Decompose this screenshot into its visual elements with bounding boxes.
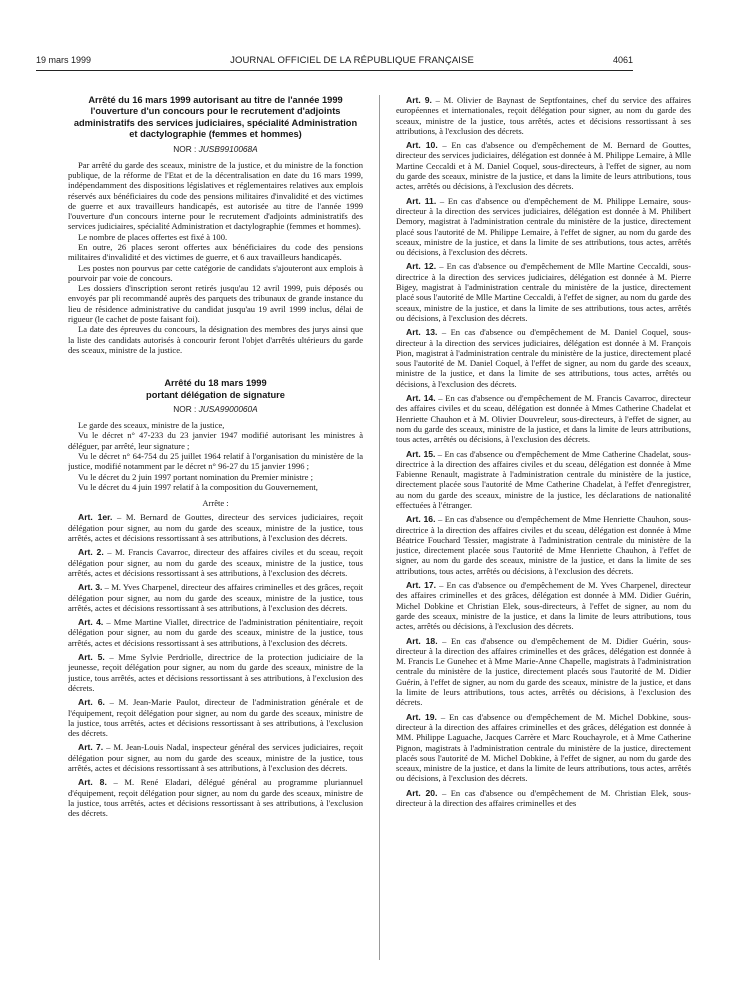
article-label: Art. 1er.: [78, 512, 113, 523]
article: Art. 12. – En cas d'absence ou d'empêchement de Mlle Martine Ceccaldi, sous-directrice à la direction des services judiciaires, délégation est donnée à M. Pierre Bigey, magistrat à l'administration centrale du ministère de la justice, directement placé sous l'autorité de Mlle Martine Ceccaldi, à l'effet de signer, au nom du garde des sceaux, ministre de la justice, et dans la limite de ses attributions, tous actes, arrêtés ou décisions, à l'exclusion des décrets.: [396, 261, 691, 323]
nor-code: JUSB9910068A: [198, 143, 258, 154]
article-text: M. Jean-Marie Paulot, directeur de l'administration générale et de l'équipement, reçoit délégation pour signer, au nom du garde des sceaux, ministre de la justice, tous arrêtés, actes et décisions ressortissant à ses attributions, à l'exclusion des décrets.: [68, 697, 363, 739]
decree-2-title: [70, 378, 361, 401]
article-label: Art. 20.: [406, 787, 438, 798]
article-text: M. Yves Charpenel, directeur des affaires criminelles et des grâces, reçoit délégation pour signer, au nom du garde des sceaux, ministre de la justice, tous arrêtés, actes et décisions ressortissant à ses attributions, à l'exclusion des décrets.: [68, 582, 363, 613]
page-number: 4061: [612, 55, 633, 65]
article: Art. 2. – M. Francis Cavarroc, directeur des affaires civiles et du sceau, reçoit délégation pour signer, au nom du garde des sceaux, ministre de la justice, tous arrêtés, actes et décisions ressortissant à ses attributions, à l'exclusion des décrets.: [68, 547, 363, 578]
article-text: En cas d'absence ou d'empêchement de M. Michel Dobkine, sous-directeur à la direction des affaires criminelles et des grâces, délégation est donnée à MM. Philippe Laguache, Jacques Carrère et Marc Rouchayrole, et à Mme Catherine Pignon, magistrats à l'administration centrale du ministère de la justice, directement placés sous l'autorité de M. Michel Dobkine, à l'effet de signer, au nom du garde des sceaux, ministre de la justice, et dans la limite de leurs attributions, tous actes, arrêtés ou décisions, à l'exclusion des décrets.: [396, 711, 691, 784]
article: Art. 19. – En cas d'absence ou d'empêchement de M. Michel Dobkine, sous-directeur à la direction des affaires criminelles et des grâces, délégation est donnée à MM. Philippe Laguache, Jacques Carrère et Marc Rouchayrole, et à Mme Catherine Pignon, magistrats à l'administration centrale du ministère de la justice, directement placés sous l'autorité de M. Michel Dobkine, à l'effet de signer, au nom du garde des sceaux, ministre de la justice, et dans la limite de leurs attributions, tous actes, arrêtés ou décisions, à l'exclusion des décrets.: [396, 711, 691, 784]
article: Art. 1er. – M. Bernard de Gouttes, directeur des services judiciaires, reçoit délégation pour signer, au nom du garde des sceaux, ministre de la justice, tous arrêtés, actes et décisions ressortissant à ses attributions, à l'exclusion des décrets.: [68, 512, 363, 544]
article: Art. 16. – En cas d'absence ou d'empêchement de Mme Henriette Chauhon, sous-directrice à la direction des affaires civiles et du sceau, délégation est donnée à Mme Béatrice Fouchard Tessier, magistrate à l'administration centrale du ministère de la justice, directement placée sous l'autorité de Mme Henriette Chauhon, à l'effet de signer, au nom du garde des sceaux, ministre de la justice, et dans la limite de ses attributions, tous actes, arrêtés ou décisions, à l'exclusion des décrets.: [396, 514, 691, 576]
article-text: En cas d'absence ou d'empêchement de M. Bernard de Gouttes, directeur des services judiciaires, délégation est donnée à M. Philippe Lemaire, à Mlle Martine Ceccaldi et à M. Daniel Coquel, sous-directeurs, à l'effet de signer, au nom du garde des sceaux, ministre de la justice, et dans la limite de leurs attributions, tous actes, arrêtés ou décisions, à l'exclusion des décrets.: [396, 140, 691, 192]
article-label: Art. 12.: [406, 261, 437, 272]
decree-1-paragraph: Le nombre de places offertes est fixé à 100.: [78, 231, 228, 242]
decree-2-title-line: Arrêté du 18 mars 1999: [164, 378, 267, 389]
journal-title: JOURNAL OFFICIEL DE LA RÉPUBLIQUE FRANÇAISE: [230, 54, 474, 66]
nor-label: NOR :: [173, 404, 197, 415]
article-label: Art. 15.: [406, 448, 436, 459]
article-text: En cas d'absence ou d'empêchement de Mlle Martine Ceccaldi, sous-directrice à la direction des services judiciaires, délégation est donnée à M. Pierre Bigey, magistrat à l'administration centrale du ministère de la justice, directement placé sous l'autorité de Mlle Martine Ceccaldi, à l'effet de signer, au nom du garde des sceaux, ministre de la justice, et dans la limite de ses attributions, tous actes, arrêtés ou décisions, à l'exclusion des décrets.: [396, 261, 691, 323]
article: Art. 6. – M. Jean-Marie Paulot, directeur de l'administration générale et de l'équipement, reçoit délégation pour signer, au nom du garde des sceaux, ministre de la justice, tous arrêtés, actes et décisions ressortissant à ses attributions, à l'exclusion des décrets.: [68, 697, 363, 739]
article-text: En cas d'absence ou d'empêchement de M. Francis Cavarroc, directeur des affaires civiles et du sceau, délégation est donnée à Mmes Catherine Chadelat et Henriette Chauhon et à M. Olivier Douvreleur, sous-directeurs, à l'effet de signer, au nom du garde des sceaux, ministre de la justice, et dans la limite de leurs attributions, tous actes, arrêtés ou décisions, à l'exclusion des décrets.: [396, 393, 691, 445]
nor-label: NOR :: [173, 143, 197, 154]
article: Art. 20. – En cas d'absence ou d'empêchement de M. Christian Elek, sous-directeur à la direction des affaires criminelles et des: [396, 787, 691, 808]
visa: Vu le décret du 2 juin 1997 portant nomination du Premier ministre ;: [78, 471, 313, 482]
article-label: Art. 4.: [78, 617, 104, 628]
article-text: En cas d'absence ou d'empêchement de M. Philippe Lemaire, sous-directeur à la direction des services judiciaires, délégation est donnée à M. Philibert Demory, magistrat à l'administration centrale du ministère de la justice, directement placé sous l'autorité de M. Philippe Lemaire, à l'effet de signer, au nom du garde des sceaux, ministre de la justice, et dans la limite de ses attributions, tous actes, arrêtés ou décisions, à l'exclusion des décrets.: [396, 195, 691, 258]
decree-1-paragraph: En outre, 26 places seront offertes aux bénéficiaires du code des pensions militaires d'invalidité et des victimes de guerre, et 6 aux travailleurs handicapés.: [68, 242, 363, 263]
article-text: En cas d'absence ou d'empêchement de M. Daniel Coquel, sous-directeur à la direction des services judiciaires, délégation est donnée à M. François Pion, magistrat à l'administration centrale du ministère de la justice, directement placé sous l'autorité de M. Daniel Coquel, à l'effet de signer, au nom du garde des sceaux, ministre de la justice, et dans la limite de ses attributions, tous actes, arrêtés ou décisions, à l'exclusion des décrets.: [396, 327, 691, 389]
article: Art. 10. – En cas d'absence ou d'empêchement de M. Bernard de Gouttes, directeur des services judiciaires, délégation est donnée à M. Philippe Lemaire, à Mlle Martine Ceccaldi et à M. Daniel Coquel, sous-directeurs, à l'effet de signer, au nom du garde des sceaux, ministre de la justice, et dans la limite de leurs attributions, tous actes, arrêtés ou décisions, à l'exclusion des décrets.: [396, 140, 691, 192]
article: Art. 3. – M. Yves Charpenel, directeur des affaires criminelles et des grâces, reçoit délégation pour signer, au nom du garde des sceaux, ministre de la justice, tous arrêtés, actes et décisions ressortissant à ses attributions, à l'exclusion des décrets.: [68, 582, 363, 613]
nor-code: JUSA9900060A: [198, 404, 258, 415]
article-label: Art. 18.: [406, 635, 438, 646]
article-text: Mme Martine Viallet, directrice de l'administration pénitentiaire, reçoit délégation pour signer, au nom du garde des sceaux, ministre de la justice, tous arrêtés, actes et décisions ressortissant à ses attributions, à l'exclusion des décrets.: [68, 617, 363, 648]
decree-1-paragraph: La date des épreuves du concours, la désignation des membres des jurys ainsi que la liste des candidats autorisés à concourir feront l'objet d'arrêtés ultérieurs du garde des sceaux, ministre de la justice.: [68, 324, 363, 355]
issue-date: 19 mars 1999: [36, 55, 92, 65]
decree-1-title: Arrêté du 16 mars 1999 autorisant au titre de l'année 1999 l'ouverture d'un concours pour le recrutement d'adjoints administratifs des services judiciaires, spécialité Administration et dactylographie (femmes et hommes): [73, 95, 358, 140]
article-label: Art. 8.: [78, 777, 107, 788]
article-label: Art. 16.: [406, 514, 436, 525]
article-text: En cas d'absence ou d'empêchement de Mme Henriette Chauhon, sous-directrice à la direction des affaires civiles et du sceau, délégation est donnée à Mme Béatrice Fouchard Tessier, magistrate à l'administration centrale du ministère de la justice, directement placée sous l'autorité de Mme Henriette Chauhon, à l'effet de signer, au nom du garde des sceaux, ministre de la justice, et dans la limite de ses attributions, tous actes, arrêtés ou décisions, à l'exclusion des décrets.: [396, 514, 691, 576]
article-label: Art. 6.: [78, 697, 105, 708]
article: Art. 9. – M. Olivier de Baynast de Septfontaines, chef du service des affaires européennes et internationales, reçoit délégation pour signer, au nom du garde des sceaux, ministre de la justice, tous arrêtés, actes et décisions ressortissant à ses attributions, à l'exclusion des décrets.: [396, 95, 691, 136]
visa: Vu le décret n° 47-233 du 23 janvier 1947 modifié autorisant les ministres à déléguer, par arrêté, leur signature ;: [68, 430, 363, 451]
article-text: Mme Sylvie Perdriolle, directrice de la protection judiciaire de la jeunesse, reçoit délégation pour signer, au nom du garde des sceaux, ministre de la justice, tous arrêtés, actes et décisions ressortissant à ses attributions, à l'exclusion des décrets.: [68, 652, 363, 693]
article: Art. 4. – Mme Martine Viallet, directrice de l'administration pénitentiaire, reçoit délégation pour signer, au nom du garde des sceaux, ministre de la justice, tous arrêtés, actes et décisions ressortissant à ses attributions, à l'exclusion des décrets.: [68, 617, 363, 648]
article-label: Art. 3.: [78, 582, 103, 593]
article: Art. 15. – En cas d'absence ou d'empêchement de Mme Catherine Chadelat, sous-directrice à la direction des affaires civiles et du sceau, délégation est donnée à Mme Fabienne Renault, magistrate à l'administration centrale du ministère de la justice, directement placée sous l'autorité de Mme Catherine Chadelat, à l'effet d'enregistrer, au nom du garde des sceaux, ministre de la justice, les déclarations de nationalité effectuées à l'étranger.: [396, 448, 691, 510]
decree-1-paragraph: Les dossiers d'inscription seront retirés jusqu'au 12 avril 1999, puis déposés ou envoyés par pli recommandé auprès des parquets des tribunaux de grande instance du lieu de résidence administrative du candidat jusqu'au 19 avril 1999 inclus, délai de rigueur (le cachet de poste faisant foi).: [68, 283, 363, 325]
header-rule: [36, 70, 633, 71]
article-label: Art. 19.: [406, 711, 437, 722]
arrete-word: Arrête :: [202, 498, 229, 509]
visa: Vu le décret du 4 juin 1997 relatif à la composition du Gouvernement,: [78, 481, 318, 492]
article: Art. 5. – Mme Sylvie Perdriolle, directrice de la protection judiciaire de la jeunesse, reçoit délégation pour signer, au nom du garde des sceaux, ministre de la justice, tous arrêtés, actes et décisions ressortissant à ses attributions, à l'exclusion des décrets.: [68, 652, 363, 693]
articles-left: [68, 512, 363, 818]
visa: Le garde des sceaux, ministre de la justice,: [78, 420, 225, 431]
article-text: M. Bernard de Gouttes, directeur des services judiciaires, reçoit délégation pour signer, au nom du garde des sceaux, ministre de la justice, tous arrêtés, actes et décisions ressortissant à ses attributions, à l'exclusion des décrets.: [68, 512, 363, 544]
article: Art. 18. – En cas d'absence ou d'empêchement de M. Didier Guérin, sous-directeur à la direction des affaires criminelles et des grâces, délégation est donnée à M. Francis Le Gunehec et à Mme Marie-Anne Chapelle, magistrats à l'administration centrale du ministère de la justice, directement placés sous l'autorité de M. Didier Guérin, à l'effet de signer, au nom du garde des sceaux, ministre de la justice, et dans la limite de leurs attributions, tous actes, arrêtés ou décisions, à l'exclusion des décrets.: [396, 635, 691, 708]
article-text: M. Francis Cavarroc, directeur des affaires civiles et du sceau, reçoit délégation pour signer, au nom du garde des sceaux, ministre de la justice, tous arrêtés, actes et décisions ressortissant à ses attributions, à l'exclusion des décrets.: [68, 547, 363, 578]
article-text: M. Olivier de Baynast de Septfontaines, chef du service des affaires européennes et internationales, reçoit délégation pour signer, au nom du garde des sceaux, ministre de la justice, tous arrêtés, actes et décisions ressortissant à ses attributions, à l'exclusion des décrets.: [396, 95, 691, 136]
article-text: En cas d'absence ou d'empêchement de M. Yves Charpenel, directeur des affaires criminelles et des grâces, délégation est donnée à MM. Didier Guérin, Michel Dobkine et Christian Elek, sous-directeurs, à l'effet de signer, au nom du garde des sceaux, ministre de la justice, et dans la limite de leurs attributions, tous actes, arrêtés ou décisions, à l'exclusion des décrets.: [396, 580, 691, 632]
article-text: M. Jean-Louis Nadal, inspecteur général des services judiciaires, reçoit délégation pour signer, au nom du garde des sceaux, ministre de la justice, tous arrêtés, actes et décisions ressortissant à ses attributions, à l'exclusion des décrets.: [68, 742, 363, 773]
column-left: [68, 95, 363, 965]
article-label: Art. 7.: [78, 742, 104, 753]
article: Art. 17. – En cas d'absence ou d'empêchement de M. Yves Charpenel, directeur des affaires criminelles et des grâces, délégation est donnée à MM. Didier Guérin, Michel Dobkine et Christian Elek, sous-directeurs, à l'effet de signer, au nom du garde des sceaux, ministre de la justice, et dans la limite de leurs attributions, tous actes, arrêtés ou décisions, à l'exclusion des décrets.: [396, 580, 691, 632]
article: Art. 14. – En cas d'absence ou d'empêchement de M. Francis Cavarroc, directeur des affaires civiles et du sceau, délégation est donnée à Mmes Catherine Chadelat et Henriette Chauhon et à M. Olivier Douvreleur, sous-directeurs, à l'effet de signer, au nom du garde des sceaux, ministre de la justice, et dans la limite de leurs attributions, tous actes, arrêtés ou décisions, à l'exclusion des décrets.: [396, 393, 691, 445]
article-label: Art. 5.: [78, 652, 105, 663]
running-header: [36, 53, 633, 67]
article-label: Art. 14.: [406, 393, 436, 404]
article-text: En cas d'absence ou d'empêchement de M. Christian Elek, sous-directeur à la direction des affaires criminelles et des: [396, 787, 691, 808]
article-label: Art. 17.: [406, 580, 437, 591]
articles-right: [396, 95, 691, 808]
column-right: [396, 95, 691, 965]
article-label: Art. 11.: [406, 195, 437, 206]
article-text: En cas d'absence ou d'empêchement de M. Didier Guérin, sous-directeur à la direction des affaires criminelles et des grâces, délégation est donnée à M. Francis Le Gunehec et à Mme Marie-Anne Chapelle, magistrats à l'administration centrale du ministère de la justice, directement placés sous l'autorité de M. Didier Guérin, à l'effet de signer, au nom du garde des sceaux, ministre de la justice, et dans la limite de leurs attributions, tous actes, arrêtés ou décisions, à l'exclusion des décrets.: [396, 635, 691, 708]
text-columns: [68, 95, 691, 965]
article: Art. 13. – En cas d'absence ou d'empêchement de M. Daniel Coquel, sous-directeur à la direction des services judiciaires, délégation est donnée à M. François Pion, magistrat à l'administration centrale du ministère de la justice, directement placé sous l'autorité de M. Daniel Coquel, à l'effet de signer, au nom du garde des sceaux, ministre de la justice, et dans la limite de ses attributions, tous actes, arrêtés ou décisions, à l'exclusion des décrets.: [396, 327, 691, 389]
decree-2-title-line: portant délégation de signature: [146, 389, 285, 400]
article-text: En cas d'absence ou d'empêchement de Mme Catherine Chadelat, sous-directrice à la direction des affaires civiles et du sceau, délégation est donnée à Mme Fabienne Renault, magistrate à l'administration centrale du ministère de la justice, directement placée sous l'autorité de Mme Catherine Chadelat, à l'effet d'enregistrer, au nom du garde des sceaux, ministre de la justice, les déclarations de nationalité effectuées à l'étranger.: [396, 448, 691, 510]
article-text: M. René Eladari, délégué général au programme pluriannuel d'équipement, reçoit délégation pour signer, au nom du garde des sceaux, ministre de la justice, tous arrêtés, actes et décisions ressortissant à ses attributions, à l'exclusion des décrets.: [68, 777, 363, 819]
article: Art. 7. – M. Jean-Louis Nadal, inspecteur général des services judiciaires, reçoit délégation pour signer, au nom du garde des sceaux, ministre de la justice, tous arrêtés, actes et décisions ressortissant à ses attributions, à l'exclusion des décrets.: [68, 742, 363, 773]
decree-1-paragraph: Les postes non pourvus par cette catégorie de candidats s'ajouteront aux emplois à pourvoir par voie de concours.: [68, 262, 363, 283]
decree-1-paragraph: Par arrêté du garde des sceaux, ministre de la justice, et du ministre de la fonction publique, de la réforme de l'Etat et de la décentralisation en date du 16 mars 1999, indépendamment des dispositions législatives et réglementaires relatives aux emplois réservés aux bénéficiaires du code des pensions militaires d'invalidité et des victimes de guerre et aux travailleurs handicapés, est autorisée au titre de l'année 1999 l'ouverture d'un concours interne pour le recrutement d'adjoints administratifs des services judiciaires, spécialité Administration et dactylographie (femmes et hommes).: [68, 159, 363, 232]
article-label: Art. 13.: [406, 327, 438, 338]
article-label: Art. 10.: [406, 140, 438, 151]
decree-1-nor: [68, 144, 363, 154]
article: Art. 8. – M. René Eladari, délégué général au programme pluriannuel d'équipement, reçoit délégation pour signer, au nom du garde des sceaux, ministre de la justice, tous arrêtés, actes et décisions ressortissant à ses attributions, à l'exclusion des décrets.: [68, 777, 363, 819]
article: Art. 11. – En cas d'absence ou d'empêchement de M. Philippe Lemaire, sous-directeur à la direction des services judiciaires, délégation est donnée à M. Philibert Demory, magistrat à l'administration centrale du ministère de la justice, directement placé sous l'autorité de M. Philippe Lemaire, à l'effet de signer, au nom du garde des sceaux, ministre de la justice, et dans la limite de ses attributions, tous actes, arrêtés ou décisions, à l'exclusion des décrets.: [396, 195, 691, 258]
article-label: Art. 2.: [78, 547, 104, 558]
visa: Vu le décret n° 64-754 du 25 juillet 1964 relatif à l'organisation du ministère de la justice, modifié notamment par le décret n° 96-27 du 15 janvier 1996 ;: [68, 450, 363, 472]
article-label: Art. 9.: [406, 95, 432, 105]
decree-2-nor: [68, 404, 363, 414]
